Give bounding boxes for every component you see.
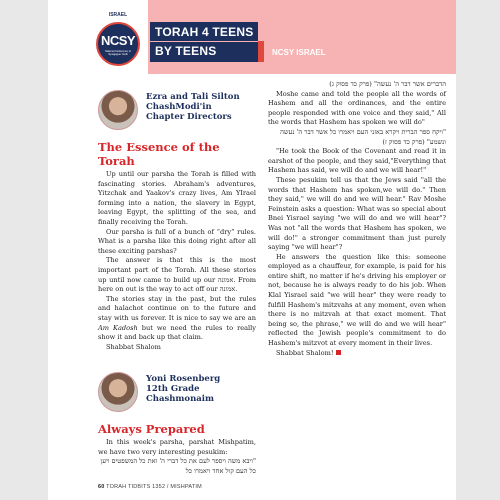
author-name-1: Ezra and Tali Silton — [146, 92, 240, 102]
parsha-name: MISHPATIM — [170, 484, 202, 490]
author-place-1: ChashModi'in — [146, 102, 212, 112]
author-name-2: Yoni Rosenberg — [146, 374, 221, 385]
author-grade-2: 12th Grade — [146, 384, 200, 395]
article1-paragraph-2: Our parsha is full of a bunch of “dry” rules. What is a parsha like this doing right after all these exciting parshas? — [98, 227, 256, 255]
right-signoff — [268, 349, 446, 359]
right-column — [268, 80, 446, 358]
title-accent-bar — [258, 41, 264, 62]
article2-paragraph-1: In this week's parsha, parshat Mishpatim, we have two very interesting pesukim: — [98, 438, 256, 456]
title-line-1: TORAH 4 TEENS — [155, 25, 254, 39]
article1-p4-emphasis: Am Kadosh — [98, 323, 138, 332]
left-column — [98, 86, 256, 477]
logo-israel-text: ISRAEL — [108, 12, 128, 18]
right-paragraph-1: Moshe came and told the people all the words of Hashem and all the ordinances, and the entire people responded with one voice and they said," All the words that Hashem has spoken we will do" — [268, 89, 446, 127]
page — [48, 0, 456, 500]
right-paragraph-4: He answers the question like this: someone employed as a chauffeur, for example, is paid for his entire shift, no matter if he's driving his employer or not, because he is always ready to do his job. When Klal Yisrael said "we will hear" they were ready to fulfill Hashem's mitzvahs at any moment, even when there is no mitzvah at that exact moment. That being so, the phrase," we will do and we will hear" reflected the Jewish people's commitment to do Hashem's mitzvot at every moment in their lives. — [268, 252, 446, 348]
author-info-2 — [146, 374, 258, 404]
right-signoff-text: Shabbat Shalom! — [276, 348, 334, 357]
author-photo-1 — [98, 90, 138, 130]
page-number: 60 — [98, 484, 105, 490]
author-block-1 — [98, 86, 256, 136]
article1-p4-end: but we need the rules to really show it and back up that claim. — [98, 323, 257, 342]
end-mark-icon — [336, 350, 341, 355]
right-paragraph-2: "He took the Book of the Covenant and read it in earshot of the people, and they said,"Everything that Hashem has said, we will do and we will hear!" — [268, 147, 446, 175]
logo-subtext: National Conference of Synagogue Youth — [105, 50, 131, 56]
org-label: NCSY ISRAEL — [272, 48, 326, 57]
author-photo-2 — [98, 372, 138, 412]
author-info-1 — [146, 92, 258, 122]
ncsy-logo — [96, 12, 140, 66]
article1-paragraph-3: The answer is that this is the most important part of the Torah. All these stories up until now came to build up our אמונה. From here on out is the way to act off our אמונה. — [98, 256, 256, 294]
right-paragraph-3: These pesukim tell us that the Jews said "all the words that Hashem has spoken,we will do." Then they said," we will do and we will hear." Rav Moshe Feinstein asks a question: What was so special about Bnei Yisrael saying "we will do and we will hear"? Was not "all the words that Hashem has spoken, we will do!" a stronger commitment than just purely saying "we will hear"? — [268, 175, 446, 252]
author-role-1: Chapter Directors — [146, 112, 232, 122]
footer-separator: / — [165, 484, 171, 490]
author-place-2: Chashmonaim — [146, 394, 214, 405]
title-divider — [150, 41, 258, 42]
author-block-2 — [98, 368, 256, 418]
logo-text: NCSY — [100, 33, 136, 48]
page-footer — [98, 484, 202, 490]
publication-name: TORAH TIDBITS 1352 — [106, 484, 166, 490]
article-title-1: The Essence of the Torah — [98, 140, 220, 168]
title-line-2: BY TEENS — [155, 44, 217, 58]
article-title-2: Always Prepared — [98, 422, 205, 437]
article2-hebrew-quote: "ויבא משה ויספר לעם את כל דברי ה' ואת כל המשפטים ויען כל העם קול אחד ויאמרו כל — [100, 457, 256, 476]
right-hebrew-2: "ויקח ספר הברית ויקרא באזני העם ויאמרו כל אשר דבר ה' נעשה ונשמע" (פרק כד פסוק ז) — [280, 127, 446, 146]
article1-p4-start: The stories stay in the past, but the rules and halachot continue on to the future and stay with us forever. It is nice to say we are an — [98, 294, 256, 322]
article1-signoff: Shabbat Shalom — [106, 342, 161, 351]
right-hebrew-1: הדברים אשר דבר ה' נעשה" (פרק כד פסוק ג) — [329, 80, 446, 88]
article1-paragraph-4 — [98, 295, 256, 343]
article1-paragraph-1: Up until our parsha the Torah is filled with fascinating stories. Abraham's adventures, Yitzchak and Yaakov's crazy lives, Am YIrael forming into a nation, the slavery in Egypt, leaving Egypt, the splitting of the sea, and finally receiving the Torah. — [98, 170, 256, 226]
